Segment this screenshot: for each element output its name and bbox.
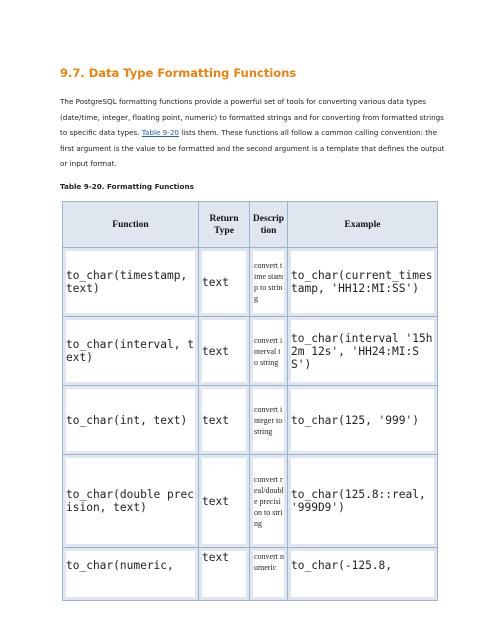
function-cell: to_char(int, text) xyxy=(66,413,188,427)
return-type-cell: text xyxy=(202,551,229,564)
example-cell: to_char(interval '15h 2m 12s', 'HH24:MI:SS') xyxy=(291,331,440,371)
function-cell: to_char(interval, text) xyxy=(66,338,194,364)
intro-text-before-link: The PostgreSQL formatting functions provide a powerful set of tools for converting various data types (date/time, integer, floating point, numeric) to formatted strings and for converting from formatted strings to specific data types. xyxy=(60,97,444,138)
table-reference-link[interactable]: Table 9-20 xyxy=(141,128,179,138)
return-type-cell: text xyxy=(202,494,229,508)
return-type-cell: text xyxy=(202,275,229,289)
description-cell: convert integer to string xyxy=(254,404,283,436)
function-cell: to_char(numeric, xyxy=(66,559,174,572)
intro-text-after-link: lists them. These functions all follow a common calling convention: the first argument is the value to be formatted and the second argument is a template that defines the output or input format. xyxy=(60,128,445,169)
return-type-cell: text xyxy=(202,344,229,358)
description-cell: convert interval to string xyxy=(254,335,283,367)
description-cell: convert real/double precision to string xyxy=(254,474,284,528)
function-cell: to_char(double precision, text) xyxy=(66,488,194,514)
table-caption: Table 9-20. Formatting Functions xyxy=(60,182,194,191)
table-row xyxy=(63,386,438,455)
example-cell: to_char(-125.8, xyxy=(291,559,393,572)
example-cell: to_char(125.8::real, '999D9') xyxy=(291,488,433,514)
column-header-example: Example xyxy=(288,202,438,248)
return-type-cell: text xyxy=(202,413,229,427)
column-header-description: Descrip tion xyxy=(250,202,288,248)
column-header-return-type: Return Type xyxy=(199,202,250,248)
example-cell: to_char(current_timestamp, 'HH12:MI:SS') xyxy=(291,269,433,295)
table-header-row xyxy=(63,202,438,248)
table-row xyxy=(63,248,438,317)
intro-paragraph xyxy=(60,94,450,172)
table-row xyxy=(63,455,438,548)
description-cell: convert numeric xyxy=(254,552,284,572)
description-cell: convert time stamp to string xyxy=(254,261,284,303)
function-cell: to_char(timestamp, text) xyxy=(66,269,194,295)
example-cell: to_char(125, '999') xyxy=(291,413,419,427)
section-title: 9.7. Data Type Formatting Functions xyxy=(60,66,297,80)
table-row xyxy=(63,548,438,601)
column-header-function: Function xyxy=(63,202,199,248)
formatting-functions-table xyxy=(62,201,438,601)
table-row xyxy=(63,317,438,386)
